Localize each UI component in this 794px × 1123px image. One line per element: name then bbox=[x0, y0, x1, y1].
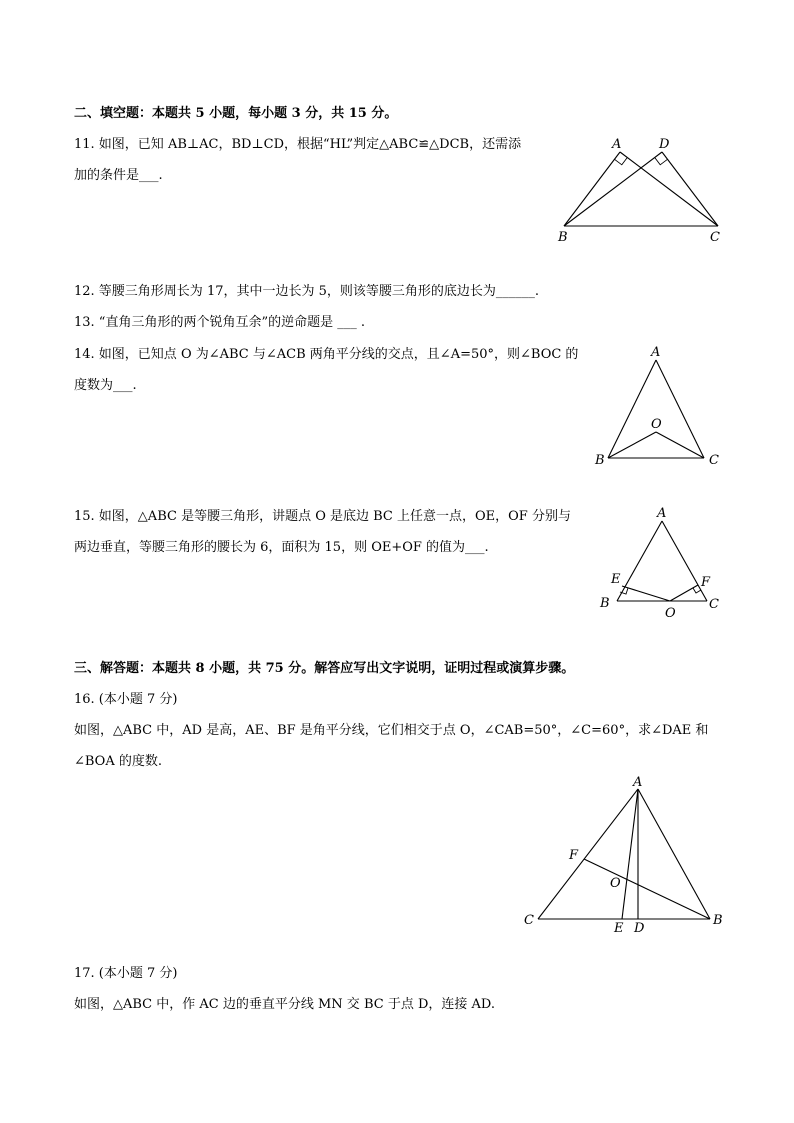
segment-ab bbox=[638, 789, 710, 919]
segment-ae bbox=[622, 789, 638, 919]
segment-of bbox=[670, 585, 698, 601]
segment-bd bbox=[564, 152, 662, 226]
label-c: C bbox=[710, 230, 720, 245]
figure-q15 bbox=[590, 505, 730, 629]
question-14-line-1: 14. 如图，已知点 O 为∠ABC 与∠ACB 两角平分线的交点，且∠A=50°，则∠BOC 的 bbox=[74, 347, 579, 362]
label-a: A bbox=[612, 137, 622, 152]
label-f: F bbox=[701, 575, 711, 590]
segment-bo bbox=[608, 432, 656, 458]
segment-oc bbox=[656, 432, 704, 458]
question-17-line-1: 如图，△ABC 中，作 AC 边的垂直平分线 MN 交 BC 于点 D，连接 AD. bbox=[74, 997, 495, 1012]
label-e: E bbox=[611, 572, 621, 587]
label-a: A bbox=[651, 345, 661, 360]
label-b: B bbox=[595, 453, 605, 468]
label-c: C bbox=[709, 597, 719, 612]
figure-q11 bbox=[550, 130, 740, 249]
label-o: O bbox=[665, 606, 676, 621]
segment-dc bbox=[662, 152, 718, 226]
label-e: E bbox=[614, 921, 624, 936]
segment-ac bbox=[656, 360, 704, 458]
question-17-title: 17. (本小题 7 分) bbox=[74, 966, 178, 981]
question-13: 13. “直角三角形的两个锐角互余”的逆命题是 ___ . bbox=[74, 315, 365, 330]
label-a: A bbox=[633, 775, 643, 790]
figure-q14 bbox=[590, 340, 730, 474]
segment-ba bbox=[564, 152, 620, 226]
label-o: O bbox=[651, 417, 662, 432]
label-b: B bbox=[713, 913, 723, 928]
question-12: 12. 等腰三角形周长为 17，其中一边长为 5，则该等腰三角形的底边长为______. bbox=[74, 284, 540, 299]
question-16-line-2: ∠BOA 的度数. bbox=[74, 754, 162, 769]
label-b: B bbox=[558, 230, 568, 245]
label-b: B bbox=[600, 596, 610, 611]
question-16-line-1: 如图，△ABC 中，AD 是高，AE、BF 是角平分线，它们相交于点 O，∠CAB=50°，∠C=60°，求∠DAE 和 bbox=[74, 723, 709, 738]
segment-ab bbox=[617, 521, 662, 601]
figure-q16 bbox=[520, 775, 730, 944]
label-f: F bbox=[569, 848, 579, 863]
question-11-line-1: 11. 如图，已知 AB⊥AC，BD⊥CD，根据“HL”判定△ABC≌△DCB，还需添 bbox=[74, 137, 522, 152]
segment-ac bbox=[538, 789, 638, 919]
segment-ac bbox=[620, 152, 718, 226]
question-16-title: 16. (本小题 7 分) bbox=[74, 692, 178, 707]
section-2-heading: 二、填空题：本题共 5 小题，每小题 3 分，共 15 分。 bbox=[74, 106, 398, 121]
question-11-line-2: 加的条件是___. bbox=[74, 168, 163, 183]
label-c: C bbox=[524, 913, 534, 928]
label-d: D bbox=[634, 921, 645, 936]
right-angle-mark-a bbox=[615, 158, 628, 165]
question-14-line-2: 度数为___. bbox=[74, 378, 137, 393]
question-15-line-1: 15. 如图，△ABC 是等腰三角形，讲题点 O 是底边 BC 上任意一点，OE，OF 分别与 bbox=[74, 509, 571, 524]
right-angle-mark-d bbox=[655, 158, 668, 165]
question-15-line-2: 两边垂直，等腰三角形的腰长为 6，面积为 15，则 OE+OF 的值为___. bbox=[74, 540, 489, 555]
section-3-heading: 三、解答题：本题共 8 小题，共 75 分。解答应写出文字说明，证明过程或演算步骤。 bbox=[74, 661, 575, 676]
label-a: A bbox=[657, 506, 667, 521]
label-o: O bbox=[610, 876, 621, 891]
label-c: C bbox=[709, 453, 719, 468]
segment-ab bbox=[608, 360, 656, 458]
label-d: D bbox=[659, 137, 670, 152]
segment-oe bbox=[622, 586, 670, 601]
segment-bf bbox=[584, 859, 710, 919]
